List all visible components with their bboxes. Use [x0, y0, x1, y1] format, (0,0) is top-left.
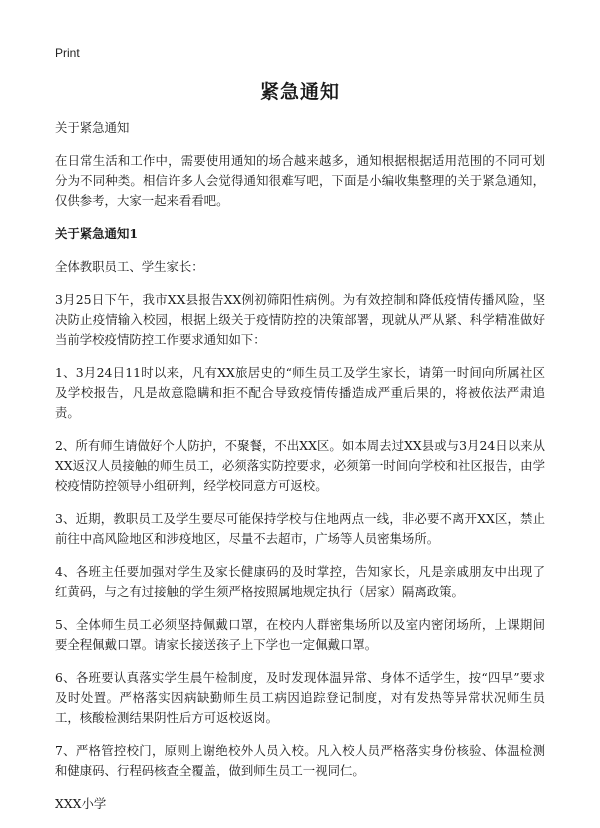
- section-heading: 关于紧急通知1: [55, 226, 138, 241]
- notice-item-1: 1、3月24日11时以来，凡有XX旅居史的“师生员工及学生家长，请第一时间向所属社区及学校报告，凡是故意隐瞒和拒不配合导致疫情传播造成严重后果的，将被依法严肃追责。: [55, 365, 545, 420]
- notice-item-3: 3、近期，教职员工及学生要尽可能保持学校与住地两点一线，非必要不离开XX区，禁止前往中高风险地区和涉疫地区，尽量不去超市，广场等人员密集场所。: [55, 511, 545, 546]
- signature: XXX小学: [55, 796, 107, 811]
- notice-item-5: 5、全体师生员工必须坚持佩戴口罩，在校内人群密集场所以及室内密闭场所，上课期间要全程佩戴口罩。请家长接送孩子上下学也一定佩戴口罩。: [55, 617, 545, 652]
- notice-item-4: 4、各班主任要加强对学生及家长健康码的及时掌控，告知家长，凡是亲戚朋友中出现了红黄码，与之有过接触的学生须严格按照属地规定执行（居家）隔离政策。: [55, 564, 545, 599]
- page-title: 紧急通知: [259, 81, 340, 103]
- body-intro-paragraph: 3月25日下午，我市XX县报告XX例初筛阳性病例。为有效控制和降低疫情传播风险，坚决防止疫情输入校园，根据上级关于疫情防控的决策部署，现就从严从紧、科学精准做好当前学校疫情防控工作要求通知如下：: [55, 292, 545, 347]
- intro-paragraph: 在日常生活和工作中，需要使用通知的场合越来越多，通知根据根据适用范围的不同可划分为不同种类。相信许多人会觉得通知很难写吧，下面是小编收集整理的关于紧急通知，仅供参考，大家一起来看看吧。: [55, 153, 545, 208]
- document-subtitle: 关于紧急通知: [55, 120, 130, 135]
- salutation: 全体教职员工、学生家长：: [55, 259, 204, 274]
- print-label[interactable]: Print: [55, 46, 80, 60]
- document-body: [55, 118, 545, 827]
- notice-item-6: 6、各班要认真落实学生晨午检制度，及时发现体温异常、身体不适学生，按“四早”要求及时处置。严格落实因病缺勤师生员工病因追踪登记制度，对有发热等异常状况师生员工，核酸检测结果阴性后方可返校返岗。: [55, 670, 545, 725]
- notice-item-7: 7、严格管控校门，原则上谢绝校外人员入校。凡入校人员严格落实身份核验、体温检测和健康码、行程码核查全覆盖，做到师生员工一视同仁。: [55, 743, 545, 778]
- notice-item-2: 2、所有师生请做好个人防护，不聚餐，不出XX区。如本周去过XX县或与3月24日以来从XX返汉人员接触的师生员工，必须落实防控要求，必须第一时间向学校和社区报告，由学校疫情防控领导小组研判，经学校同意方可返校。: [55, 438, 545, 493]
